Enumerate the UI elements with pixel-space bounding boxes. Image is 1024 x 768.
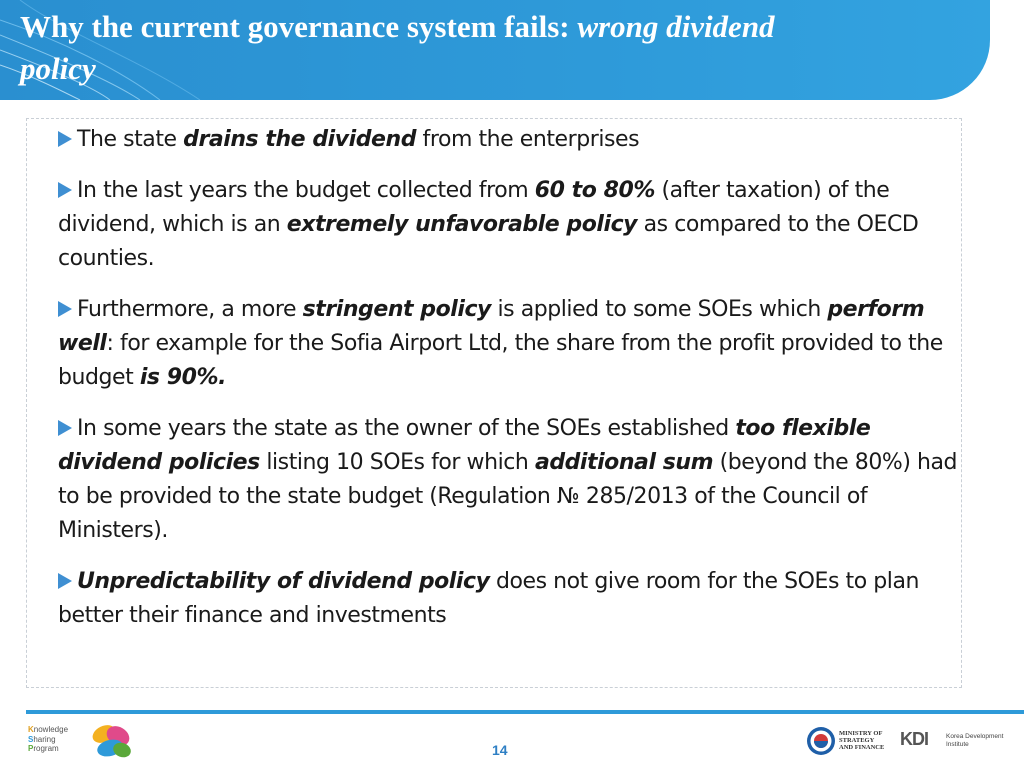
ksp-logo-text (28, 725, 68, 754)
page-title (20, 6, 920, 90)
bullet-emphasis: 60 to 80% (534, 178, 655, 203)
bullet-item (58, 412, 958, 548)
bullet-emphasis: extremely unfavorable policy (286, 212, 638, 237)
bullet-emphasis: stringent policy (302, 297, 491, 322)
triangle-right-icon (58, 301, 72, 317)
bullet-text: does not give room for the SOEs to plan better their finance and investments (58, 569, 919, 628)
bullet-item (58, 123, 958, 157)
title-italic-2: policy (20, 51, 96, 86)
header-banner (0, 0, 990, 100)
ministry-text: MINISTRY OF STRATEGY AND FINANCE (839, 730, 885, 751)
triangle-right-icon (58, 131, 72, 147)
bullet-text: listing 10 SOEs for which (259, 450, 535, 475)
ksp-logo (28, 722, 118, 762)
ksp-line: Sharing (28, 734, 56, 744)
bullet-text: as compared to the OECD counties. (58, 212, 919, 271)
bullet-emphasis: is 90%. (139, 365, 227, 390)
bullet-emphasis: drains the dividend (183, 127, 416, 152)
triangle-right-icon (58, 420, 72, 436)
bullet-text: from the enterprises (416, 127, 640, 152)
bullet-text: (beyond the 80%) had to be provided to the state budget (Regulation № 285/2013 of the Council of Ministers). (58, 450, 958, 543)
footer-divider (26, 710, 1024, 714)
kdi-mark: KDI (900, 729, 928, 749)
bullet-text: In some years the state as the owner of the SOEs established (77, 416, 736, 441)
title-plain: Why the current governance system fails: (20, 9, 578, 44)
bullet-text: In the last years the budget collected from (77, 178, 535, 203)
triangle-right-icon (58, 573, 72, 589)
ksp-line: Knowledge (28, 725, 69, 734)
bullet-item (58, 565, 958, 633)
triangle-right-icon (58, 182, 72, 198)
bullet-item (58, 174, 958, 276)
bullet-text: The state (77, 127, 184, 152)
ksp-line: Program (28, 744, 59, 753)
bullet-text: Furthermore, a more (77, 297, 303, 322)
bullet-text: (after taxation) of the dividend, which is an (58, 178, 890, 237)
bullet-text: is applied to some SOEs which (490, 297, 828, 322)
bullet-emphasis: perform well (58, 297, 925, 356)
bullet-emphasis: too flexible dividend policies (58, 416, 871, 475)
content-box (26, 118, 962, 688)
ministry-seal-icon (806, 726, 836, 756)
bullet-emphasis: Unpredictability of dividend policy (77, 569, 490, 594)
kdi-text: Korea Development Institute (946, 733, 1004, 748)
kdi-logo (900, 729, 1010, 753)
bullet-list (58, 123, 958, 650)
title-italic-1: wrong dividend (577, 9, 775, 44)
ministry-logo (806, 726, 896, 758)
bullet-emphasis: additional sum (534, 450, 714, 475)
bullet-item (58, 293, 958, 395)
bullet-text: : for example for the Sofia Airport Ltd, the share from the profit provided to the budget (58, 331, 943, 390)
page-number: 14 (492, 742, 508, 758)
ksp-logo-icon (90, 722, 136, 762)
